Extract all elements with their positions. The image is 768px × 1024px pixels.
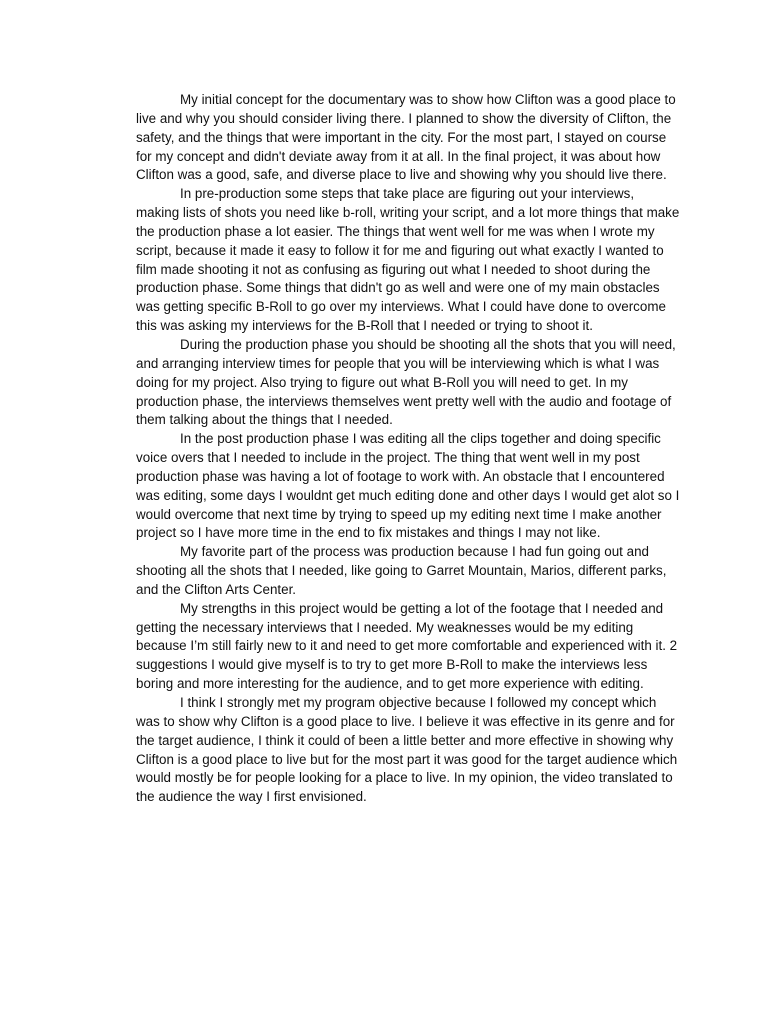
paragraph-production: During the production phase you should be shooting all the shots that you will need, and arranging interview times for people that you will be interviewing which is what I was doing for my project. Also trying to figure out what B-Roll you will need to get. In my production phase, the interviews themselves went pretty well with the audio and footage of them talking about the things that I needed.	[136, 336, 676, 428]
paragraph-strengths-weaknesses: My strengths in this project would be getting a lot of the footage that I needed and getting the necessary interviews that I needed. My weaknesses would be my editing because I’m still fairly new to it and need to get more comfortable and experienced with it. 2 suggestions I would give myself is to try to get more B-Roll to make the interviews less boring and more interesting for the audience, and to get more experience with editing.	[136, 600, 678, 692]
paragraph-favorite-part: My favorite part of the process was production because I had fun going out and shooting all the shots that I needed, like going to Garret Mountain, Marios, different parks, and the Clifton Arts Center.	[136, 544, 667, 597]
paragraph-objective: I think I strongly met my program objective because I followed my concept which was to show why Clifton is a good place to live. I believe it was effective in its genre and for the target audience, I think it could of been a little better and more effective in showing why Clifton is a good place to live but for the most part it was good for the target audience which would mostly be for people looking for a place to live. In my opinion, the video translated to the audience the way I first envisioned.	[136, 695, 678, 805]
document-page	[136, 91, 680, 807]
paragraph-pre-production: In pre-production some steps that take place are figuring out your interviews, making lists of shots you need like b-roll, writing your script, and a lot more things that make the production phase a lot easier. The things that went well for me was when I wrote my script, because it made it easy to follow it for me and figuring out what exactly I wanted to film made shooting it not as confusing as figuring out what I needed to shoot during the production phase. Some things that didn't go as well and were one of my main obstacles was getting specific B-Roll to go over my interviews. What I could have done to overcome this was asking my interviews for the B-Roll that I needed or trying to shoot it.	[136, 186, 680, 334]
paragraph-post-production: In the post production phase I was editing all the clips together and doing specific voice overs that I needed to include in the project. The thing that went well in my post production phase was having a lot of footage to work with. An obstacle that I encountered was editing, some days I wouldnt get much editing done and other days I would get alot so I would overcome that next time by trying to speed up my editing next time I make another project so I have more time in the end to fix mistakes and things I may not like.	[136, 431, 680, 541]
paragraph-concept: My initial concept for the documentary was to show how Clifton was a good place to live and why you should consider living there. I planned to show the diversity of Clifton, the safety, and the things that were important in the city. For the most part, I stayed on course for my concept and didn't deviate away from it at all. In the final project, it was about how Clifton was a good, safe, and diverse place to live and showing why you should live there.	[136, 92, 676, 183]
